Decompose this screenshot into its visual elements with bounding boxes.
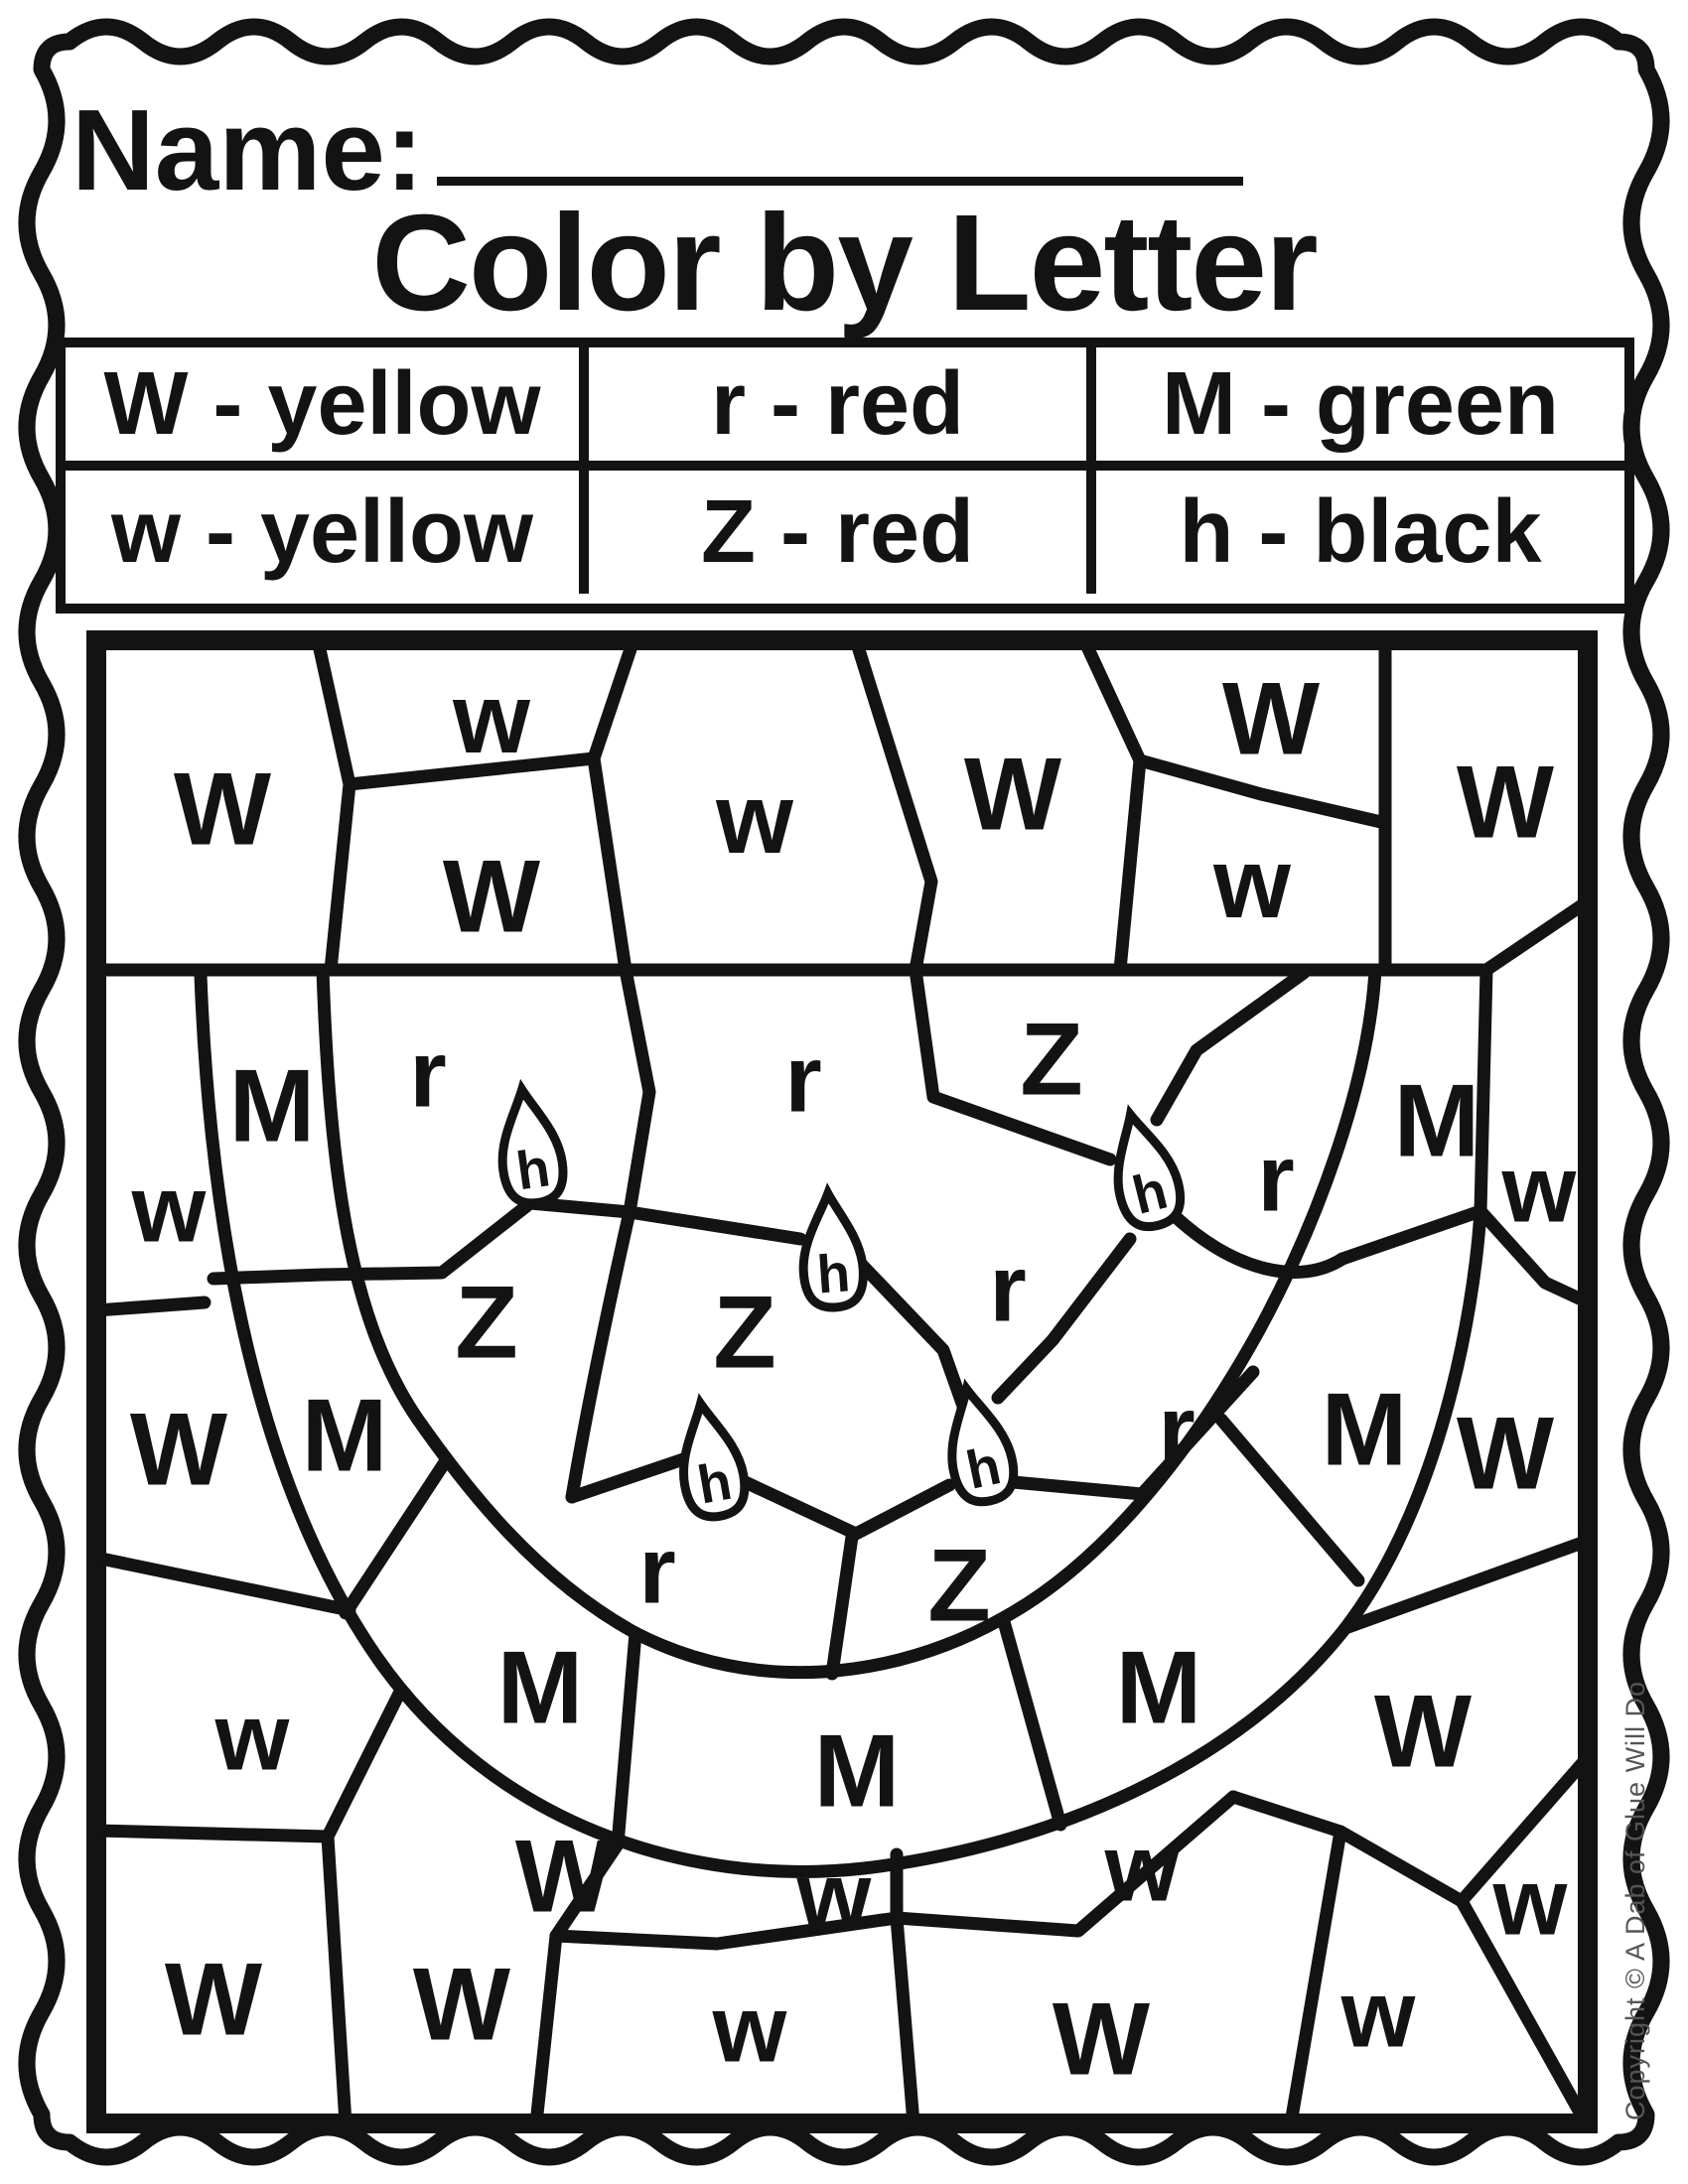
puzzle-edge <box>318 640 350 970</box>
puzzle-letter-h: h <box>961 1435 1006 1501</box>
puzzle-letter-W: W <box>129 1392 228 1508</box>
puzzle-letter-W: W <box>1373 1674 1473 1790</box>
puzzle-letter-W: W <box>442 839 541 955</box>
puzzle-letter-r: r <box>638 1517 676 1624</box>
watermelon-seed-icon <box>1101 1108 1187 1233</box>
puzzle-edge <box>626 970 649 1212</box>
puzzle-letter-W: W <box>963 737 1062 853</box>
puzzle-letter-W: W <box>164 1942 263 2058</box>
puzzle-edge <box>572 1459 683 1497</box>
puzzle-edge <box>1084 640 1140 760</box>
puzzle-letter-w: w <box>712 1976 787 2083</box>
puzzle-edge <box>1003 1372 1253 1494</box>
key-cell-Z-red: Z - red <box>579 471 1086 594</box>
puzzle-letter-Z: Z <box>1020 1002 1083 1118</box>
puzzle-edge <box>96 1558 350 1610</box>
puzzle-edge <box>594 640 633 758</box>
puzzle-letter-w: w <box>1340 1961 1416 2068</box>
puzzle-edge <box>1480 970 1486 1211</box>
puzzle-letter-Z: Z <box>927 1528 991 1644</box>
puzzle-letter-M: M <box>1393 1063 1480 1179</box>
key-cell-w-yellow: w - yellow <box>110 481 534 582</box>
puzzle-letter-w: w <box>131 1156 207 1263</box>
puzzle-letter-h: h <box>1126 1160 1174 1226</box>
puzzle-letter-M: M <box>813 1713 901 1830</box>
puzzle-edge <box>1486 901 1588 970</box>
puzzle-letter-w: w <box>1213 828 1291 939</box>
puzzle-edge <box>630 1212 800 1239</box>
puzzle-letter-W: W <box>173 751 272 868</box>
watermelon-seed-icon <box>671 1399 750 1522</box>
key-cell-M-green: M - green <box>1086 347 1624 471</box>
puzzle-letter-M: M <box>228 1048 316 1164</box>
puzzle-letter-h: h <box>814 1243 853 1305</box>
puzzle-edge <box>328 1694 399 1837</box>
puzzle-edge <box>832 1537 852 1674</box>
puzzle-edge <box>572 1212 630 1497</box>
puzzle-letters <box>130 661 1577 2097</box>
puzzle-letter-W: W <box>1456 745 1555 861</box>
puzzle-letter-M: M <box>496 1630 584 1746</box>
puzzle-edge <box>328 1837 346 2123</box>
key-cell-r-red: r - red <box>579 347 1086 471</box>
puzzle-edge <box>1003 1618 1060 1825</box>
puzzle-edge <box>1120 760 1140 970</box>
puzzle-letter-w: w <box>1492 1848 1568 1956</box>
puzzle-letter-w: w <box>1104 1815 1180 1922</box>
puzzle-letter-Z: Z <box>455 1265 518 1381</box>
puzzle-letter-W: W <box>1456 1396 1555 1512</box>
puzzle-letter-w: w <box>796 1843 872 1950</box>
puzzle-letter-M: M <box>301 1378 388 1494</box>
key-cell-W-yellow: W - yellow <box>66 347 579 471</box>
puzzle-edge <box>96 1831 328 1837</box>
puzzle-edge <box>860 1263 965 1412</box>
puzzle-letter-W: W <box>1221 661 1321 777</box>
puzzle-letter-M: M <box>1321 1372 1408 1488</box>
puzzle-edge <box>1291 1832 1340 2123</box>
puzzle-edge <box>213 1275 323 1279</box>
puzzle-letter-M: M <box>1115 1630 1202 1746</box>
puzzle-edge <box>1157 973 1304 1120</box>
puzzle-letter-r: r <box>989 1235 1027 1342</box>
puzzle-edge <box>96 1302 205 1310</box>
puzzle-letter-Z: Z <box>713 1275 776 1391</box>
puzzle-edge <box>618 1633 635 1844</box>
puzzle-letter-r: r <box>784 1025 822 1133</box>
puzzle-letter-w: w <box>214 1684 290 1791</box>
puzzle-edge <box>739 1479 949 1534</box>
puzzle-letter-W: W <box>514 1819 614 1935</box>
puzzle-letter-W: W <box>1052 1981 1151 2098</box>
watermelon-seed-icon <box>492 1085 567 1206</box>
puzzle-edge <box>1342 1211 1480 1259</box>
puzzle-edge <box>897 1854 914 2123</box>
puzzle-letter-w: w <box>453 663 530 774</box>
puzzle-letter-h: h <box>512 1138 554 1202</box>
puzzle-letter-r: r <box>409 1021 447 1128</box>
puzzle-edge <box>594 758 626 970</box>
copyright-text: Copyright © A Dab of Glue Will Do <box>1620 1680 1650 2120</box>
page-title: Color by Letter <box>371 187 1317 340</box>
puzzle-letter-r: r <box>1257 1125 1295 1232</box>
puzzle-letter-W: W <box>412 1947 511 2063</box>
puzzle-letter-w: w <box>716 763 793 875</box>
puzzle-letter-w: w <box>1501 1136 1577 1243</box>
puzzle-letter-r: r <box>1158 1376 1196 1483</box>
key-cell-h-black: h - black <box>1086 471 1624 594</box>
name-label: Name: <box>71 85 424 214</box>
puzzle-letter-h: h <box>693 1450 737 1516</box>
puzzle-edge <box>856 640 931 970</box>
watermelon-seed-icon <box>798 1191 866 1309</box>
puzzle-edge <box>1233 1797 1462 1901</box>
